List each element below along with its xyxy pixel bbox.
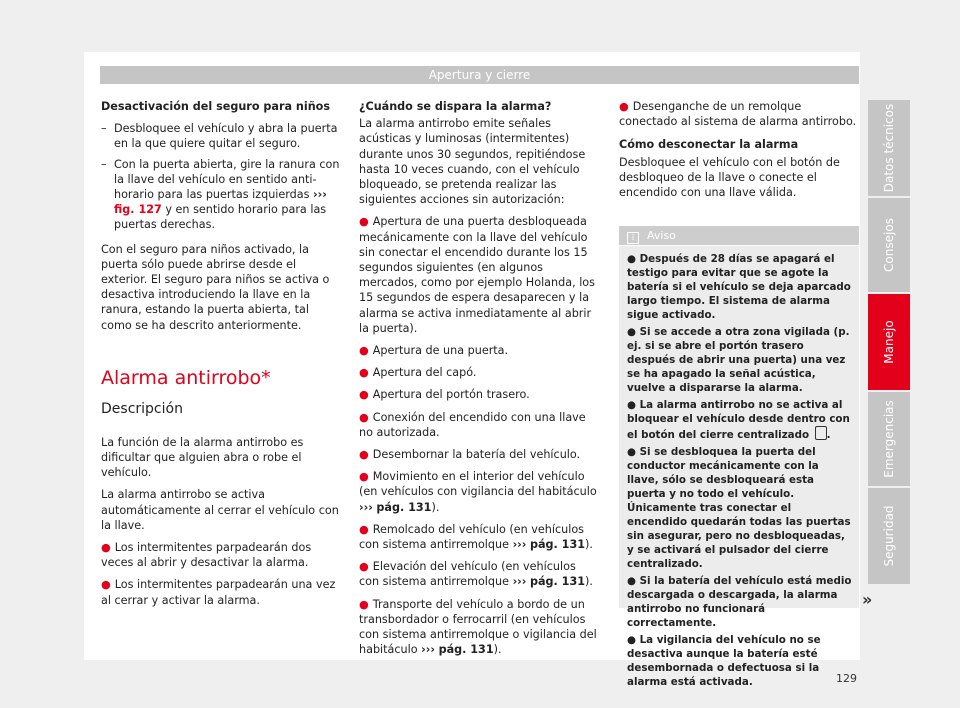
notice-text: La alarma antirrobo no se activa al bloquear el vehículo desde dentro con el botón del cierre centralizado xyxy=(627,399,850,441)
list-item xyxy=(359,597,599,658)
tab-label: Emergencias xyxy=(882,400,896,478)
ref-arrows: ››› xyxy=(313,188,327,202)
bullet-marker: ● xyxy=(627,326,636,338)
list-item xyxy=(359,387,599,402)
ref-arrows: ››› xyxy=(421,643,435,657)
notice-item xyxy=(627,574,853,630)
paragraph: La alarma antirrobo se activa automáticamente al cerrar el vehículo con la llave. xyxy=(101,488,339,532)
list-text: ). xyxy=(493,643,502,657)
bullet-marker: ● xyxy=(627,634,636,646)
section-heading: Cómo desconectar la alarma xyxy=(619,138,799,152)
tab-emergencias[interactable] xyxy=(868,392,910,486)
list-item xyxy=(619,99,859,129)
notice-text: . xyxy=(826,429,831,441)
page-link[interactable]: pág. 131 xyxy=(529,538,586,552)
page-link[interactable]: pág. 131 xyxy=(376,500,432,514)
column-2 xyxy=(359,99,599,665)
notice-header xyxy=(619,226,859,246)
list-item xyxy=(101,540,341,570)
bullet-marker: ● xyxy=(627,575,636,587)
notice-item xyxy=(627,445,853,571)
ref-arrows: ››› xyxy=(512,575,527,589)
bullet-marker: ● xyxy=(359,344,369,358)
list-text: ). xyxy=(431,500,440,514)
tab-seguridad[interactable] xyxy=(868,488,910,584)
list-text: Desembornar la batería del vehículo. xyxy=(372,448,581,462)
notice-text: La vigilancia del vehículo no se desactiva aunque la batería esté desembornada o defectuosa si la alarma está activada. xyxy=(627,634,821,688)
list-text: Desenganche de un remolque conectado al sistema de alarma antirrobo. xyxy=(619,100,857,129)
bullet-marker: ● xyxy=(627,446,636,458)
dash-item xyxy=(101,121,341,151)
list-text: Apertura de una puerta desbloqueada mecánicamente con la llave del vehículo sin conectar el encendido durante los 15 segundos siguientes (en algunos mercados, como por ejemplo Holanda, los 15 segundos de espera desaparecen y la alarma se activa inmediatamente al abrir la puerta). xyxy=(359,215,595,335)
bullet-marker: ● xyxy=(359,522,369,536)
column-1 xyxy=(101,99,341,615)
bullet-marker: ● xyxy=(619,100,629,113)
column-3 xyxy=(619,99,859,207)
paragraph: La alarma antirrobo emite señales acústicas y luminosas (intermitentes) durante unos 30 segundos, repitiéndose hasta 10 veces cuando, con el vehículo bloqueado, se pretenda realizar las siguientes acciones sin autorización: xyxy=(359,117,586,207)
list-text: Apertura de una puerta. xyxy=(372,344,509,358)
list-text: Conexión del encendido con una llave no autorizada. xyxy=(359,410,586,439)
dash-item xyxy=(101,157,341,233)
notice-text: Si la batería del vehículo está medio descargada o descargada, la alarma antirrobo no funcionará correctamente. xyxy=(627,575,852,629)
notice-item xyxy=(627,633,853,689)
figure-link[interactable]: fig. 127 xyxy=(114,203,162,217)
section-heading: ¿Cuándo se dispara la alarma? xyxy=(359,100,552,113)
notice-text: Si se accede a otra zona vigilada (p. ej. si se abre el portón trasero después de abrir una puerta) una vez se ha apagado la señal acústica, vuelve a dispararse la alarma. xyxy=(627,326,850,394)
tab-label: Manejo xyxy=(882,320,896,364)
bullet-marker: ● xyxy=(627,399,636,411)
paragraph: Con el seguro para niños activado, la puerta sólo puede abrirse desde el exterior. El seguro para niños se activa o desactiva introduciendo la llave en la ranura, estando la puerta abierta, tal como se ha descrito anteriormente. xyxy=(101,242,330,332)
page-number: 129 xyxy=(836,672,857,685)
notice-title: Aviso xyxy=(647,229,676,242)
page-link[interactable]: pág. 131 xyxy=(529,575,586,589)
list-text: ). xyxy=(585,538,593,552)
bullet-marker: ● xyxy=(359,470,369,484)
bullet-marker: ● xyxy=(627,253,636,265)
list-item xyxy=(359,365,599,380)
bullet-marker: ● xyxy=(101,578,111,592)
list-text: Remolcado del vehículo (en vehículos con sistema antirremolque xyxy=(359,522,585,552)
notice-text: Después de 28 días se apagará el testigo para evitar que se agote la batería si el vehículo se deja aparcado largo tiempo. El sistema de alarma sigue activado. xyxy=(627,253,851,321)
list-text: Transporte del vehículo a bordo de un transbordador o ferrocarril (en vehículos con sistema antirremolque o vigilancia del habitáculo xyxy=(359,597,597,657)
section-title: Alarma antirrobo* xyxy=(101,366,271,389)
tab-label: Consejos xyxy=(882,218,896,272)
dash-marker: – xyxy=(101,157,107,171)
tab-datos-tecnicos[interactable] xyxy=(868,100,910,196)
list-text: Elevación del vehículo (en vehículos con sistema antirremolque xyxy=(359,560,576,589)
notice-item xyxy=(627,252,853,322)
tab-label: Datos técnicos xyxy=(882,103,896,193)
notice-body xyxy=(627,252,853,692)
dash-marker: – xyxy=(101,122,107,136)
ref-arrows: ››› xyxy=(512,538,527,552)
subsection-title: Descripción xyxy=(101,400,183,417)
paragraph: Desbloquee el vehículo con el botón de desbloqueo de la llave o conecte el encendido con una llave válida. xyxy=(619,155,840,200)
tab-label: Seguridad xyxy=(882,505,896,567)
list-item xyxy=(101,577,341,607)
list-item xyxy=(359,214,599,336)
list-text: Apertura del capó. xyxy=(372,366,477,380)
dash-text: Con la puerta abierta, gire la ranura con la llave del vehículo en sentido anti-horario para las puertas izquierdas xyxy=(114,157,340,202)
central-lock-icon xyxy=(815,426,827,440)
bullet-marker: ● xyxy=(359,560,369,574)
bullet-marker: ● xyxy=(359,366,369,380)
list-item xyxy=(359,559,599,589)
dash-text: y en sentido horario para las puertas derechas. xyxy=(114,203,327,232)
page-header: Apertura y cierre xyxy=(100,66,859,84)
list-text: Los intermitentes parpadearán dos veces al abrir y desactivar la alarma. xyxy=(101,541,312,570)
info-icon: i xyxy=(627,232,639,244)
bullet-marker: ● xyxy=(359,215,369,229)
bullet-marker: ● xyxy=(101,541,111,555)
dash-text: Desbloquee el vehículo y abra la puerta en la que quiere quitar el seguro. xyxy=(114,122,338,151)
page-link[interactable]: pág. 131 xyxy=(438,643,494,657)
notice-item xyxy=(627,325,853,395)
list-item xyxy=(359,410,599,440)
list-text: Los intermitentes parpadearán una vez al cerrar y activar la alarma. xyxy=(101,578,336,607)
notice-text: Si se desbloquea la puerta del conductor mecánicamente con la llave, sólo se desbloqueará esta puerta y no todo el vehículo. Únicamente tras conectar el encendido quedarán todas las puertas sin asegurar, pero no desbloqueadas, y se activará el pulsador del cierre centralizado. xyxy=(627,446,851,570)
bullet-marker: ● xyxy=(359,410,369,424)
bullet-marker: ● xyxy=(359,448,369,462)
list-item xyxy=(359,522,599,552)
section-heading: Desactivación del seguro para niños xyxy=(101,100,331,113)
list-item xyxy=(359,447,599,462)
tab-consejos[interactable] xyxy=(868,198,910,292)
bullet-marker: ● xyxy=(359,597,369,611)
ref-arrows: ››› xyxy=(359,500,373,514)
list-text: Apertura del portón trasero. xyxy=(372,388,530,402)
list-item xyxy=(359,469,599,515)
tab-manejo[interactable] xyxy=(868,294,910,390)
notice-item xyxy=(627,398,853,442)
bullet-marker: ● xyxy=(359,388,369,402)
list-item xyxy=(359,343,599,358)
paragraph: La función de la alarma antirrobo es dificultar que alguien abra o robe el vehículo. xyxy=(101,435,304,480)
list-text: ). xyxy=(585,575,593,589)
continue-arrow-icon: » xyxy=(862,590,873,609)
list-text: Movimiento en el interior del vehículo (en vehículos con vigilancia del habitáculo xyxy=(359,470,597,499)
